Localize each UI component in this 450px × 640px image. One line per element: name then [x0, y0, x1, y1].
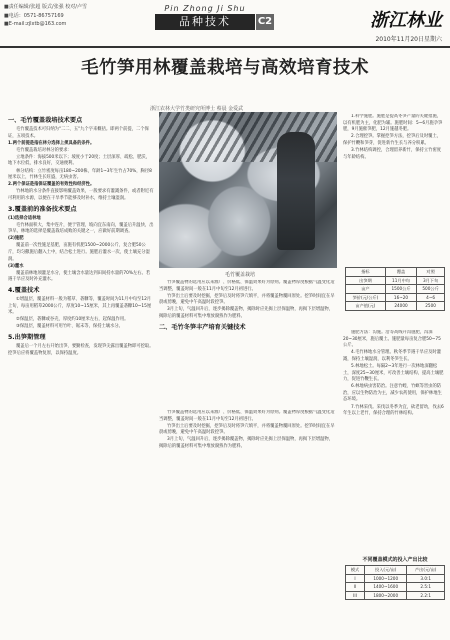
email-line: ■E-mail:zjlxtb@163.com: [4, 21, 67, 27]
page-number: C2: [256, 14, 274, 30]
issue-date: 2010年11月20日星期六: [375, 36, 442, 43]
cost-table: [345, 565, 445, 600]
paragraph: 4.毛竹林地水分管理。秋冬季节遇干旱应及时灌溉，保持土壤湿润，以利冬笋生长。: [343, 350, 442, 362]
paragraph: 6.林地病虫害防治。注意竹蝗、竹螟等害虫的防治，应以生物防治为主，减少农药使用，保护林地生态环境。: [343, 384, 442, 403]
subheading: 1.两个前提是指在林分选择上须具备的条件。: [8, 140, 95, 146]
table-cell: 亩产: [346, 285, 386, 294]
table-cell: 出笋期: [346, 276, 386, 285]
paragraph: 毛竹覆盖技术可归纳为"二二、五"九个字来概括。即两个前提，二个保证，五项技术。: [8, 127, 149, 139]
table-row: [346, 591, 445, 600]
table-cell: 4~6: [417, 293, 445, 302]
photo-person: [277, 132, 315, 250]
paragraph: ①增温层，覆盖材料一般为稻草、砻糠等，覆盖时间为11月中旬至12月上旬，每亩用稻草2000公斤，厚度10~15厘米，其上再覆盖砻糠10~15厘米。: [8, 296, 152, 316]
table-cell: 3月下旬: [417, 276, 445, 285]
table-header-cell: 模式: [346, 566, 365, 575]
table-cell: 11月中旬: [385, 276, 416, 285]
table-cell: 16~20: [385, 293, 416, 302]
paragraph: 2.合理挖笋。掌握挖笋方法，挖笋后及时覆土，保护竹鞭和笋芽，促进新竹生长与养分积累。: [343, 134, 442, 146]
paragraph: 立地条件：海拔500米以下；坡度小于20度；土层深厚、疏松、肥沃，地下水位低，排水良好，交通便利。: [8, 154, 150, 167]
table-row: [346, 302, 445, 311]
paragraph: 竹笋覆盖物的选用应以来源广、价格低、保温效果好为原则。覆盖物厚度根据气温变化适当调整，覆盖时间一般在11月中旬至12月初进行。: [159, 410, 335, 422]
table-cell: 1400~1600: [365, 583, 407, 592]
table-header-cell: 指标: [346, 268, 386, 277]
paragraph: 竹笋出土后要及时挖掘，挖笋后及时将笋穴填平，并将覆盖物覆回原处。挖笋时间宜在早晨或傍晚，避免中午高温时段挖笋。: [159, 293, 335, 306]
article-byline: 浙江农林大学竹类研究所博士 蔡晨 金爱武: [150, 106, 244, 112]
table-row: [346, 293, 445, 302]
paragraph: 毛竹覆盖栽培对林分的要求：: [16, 147, 72, 153]
paragraph: 毛竹林面积大，集中连片，便于管理，坡向宜东南向，覆盖后升温快，出笋早。林地的选择是覆盖栽培成败的关键之一，应做好前期调查。: [8, 222, 154, 235]
editor-line: ■责任编辑/张超 版式/张强 校对/卢雪: [4, 4, 87, 10]
paragraph: 竹笋出土后要及时挖掘，挖笋后及时将笋穴填平，并将覆盖物覆回原处。挖笋时间宜在早晨或傍晚，避免中午高温时段挖笋。: [159, 423, 335, 436]
table-header-cell: 对照: [417, 268, 445, 277]
table-cell: 3.0:1: [407, 574, 445, 583]
paragraph: 覆盖前林地须灌足水分，使土壤含水量达到田间持水量的70%左右。若遇干旱应及时补充灌水。: [8, 270, 151, 283]
section-heading: 4.覆盖技术: [8, 286, 40, 294]
section-heading: 5.出笋期管理: [8, 333, 46, 341]
table-cell: 1500公斤: [385, 285, 416, 294]
subheading: 2.两个保证是指保证覆盖的有效性和经济性。: [8, 182, 95, 188]
table-cell: 1800~2000: [365, 591, 407, 600]
table-cell: 1000~1200: [365, 574, 407, 583]
column-1: [8, 114, 154, 634]
table-cell: 24000: [385, 302, 416, 311]
table-cell: 500公斤: [417, 285, 445, 294]
table-header-cell: 产出(元/亩): [407, 566, 445, 575]
paragraph: 施肥方法：沟施。沿等高线开沟施肥，沟深20~30厘米，施后覆土。施肥量每亩复合肥50~75公斤。: [343, 330, 441, 349]
paragraph: ③保湿层，覆盖材料可用竹叶、锯末等，保持土壤水分。: [16, 324, 123, 330]
column-2: [159, 280, 337, 398]
newspaper-logo: 浙江林业: [370, 10, 442, 31]
subheading: (3)灌水: [8, 263, 24, 269]
table-cell: 2.2:1: [407, 591, 445, 600]
comparison-table: [345, 267, 445, 311]
section-heading: 二、毛竹冬笋丰产培育关键技术: [159, 323, 246, 331]
paragraph: 3月上旬，气温回升后，逐步揭除覆盖物，揭除时应先揭上层保温物，再揭下层增温物，揭除后的覆盖材料可集中堆放腐熟作为肥料。: [159, 437, 334, 449]
table-cell: 亩产值(元): [346, 302, 386, 311]
table-row: [346, 276, 445, 285]
paragraph: 林分结构：立竹密度每亩180~200株，年龄1~3年生竹占70%，胸径8厘米以上，竹林生长旺盛，无病虫害。: [8, 168, 152, 181]
paragraph: ②保温层，砻糠或谷壳，厚度约10厘米左右，起保温作用。: [16, 317, 129, 323]
table-cell: I: [346, 574, 365, 583]
paragraph: 3月上旬，气温回升后，逐步揭除覆盖物，揭除时应先揭上层保温物，再揭下层增温物，揭除后的覆盖材料可集中堆放腐熟作为肥料。: [159, 307, 334, 319]
table-cell: 2.5:1: [407, 583, 445, 592]
column-4: [343, 330, 445, 552]
paragraph: 覆盖前一次性施足基肥，亩施有机肥1500~2000公斤，复合肥50公斤，均匀撒施后翻入土中，结合松土进行。施肥后灌水一次，使土壤充分湿润。: [8, 243, 150, 262]
article-title: 毛竹笋用林覆盖栽培与高效培育技术: [81, 58, 369, 78]
table-row: [346, 583, 445, 592]
column-3: [343, 114, 445, 264]
paragraph: 1.科学施肥。施肥是提高冬笋产量的关键措施，以有机肥为主，化肥为辅。施肥时间：5~6月施孕笋肥，9月施催笋肥，12月施越冬肥。: [343, 114, 443, 133]
column-title: 品种技术: [155, 14, 255, 30]
column-2-continued: [159, 410, 337, 634]
column-pinyin: Pin Zhong Ji Shu: [164, 4, 246, 13]
table-row: [346, 285, 445, 294]
section-heading: 3.覆盖前的准备技术要点: [8, 205, 77, 213]
paragraph: 7.竹林采伐。采伐以冬季为宜，砍老留幼，伐去6年生以上老竹，保持合理的竹林结构。: [343, 404, 444, 417]
table-cell: II: [346, 583, 365, 592]
table-header-cell: 投入(元/亩): [365, 566, 407, 575]
paragraph: 竹笋覆盖物的选用应以来源广、价格低、保温效果好为原则。覆盖物厚度根据气温变化适当调整，覆盖时间一般在11月中旬至12月初进行。: [159, 280, 335, 292]
table-row: [346, 574, 445, 583]
table-cell: III: [346, 591, 365, 600]
bamboo-shoot-photo: [159, 112, 337, 268]
subheading: (2)施肥: [8, 236, 24, 242]
masthead: [0, 0, 450, 48]
table-cell: 笋价(元/公斤): [346, 293, 386, 302]
subheading: (1)选择合适林地: [8, 215, 41, 221]
table-cell: 2500: [417, 302, 445, 311]
table-header-cell: 覆盖: [385, 268, 416, 277]
paragraph: 竹林地的水分条件直接影响覆盖效果，一般要求有灌溉条件，或者附近有可利用的水源，以便在干旱季节能够及时补水，维持土壤湿润。: [8, 189, 154, 201]
phone-line: ■电话：0571-86757169: [4, 12, 64, 19]
paragraph: 3.竹林结构调控，合理留养新竹，保持立竹密度与年龄结构。: [343, 147, 442, 160]
section-heading: 一、毛竹覆盖栽培技术要点: [8, 117, 83, 124]
photo-caption: 毛竹覆盖栽培: [225, 272, 256, 278]
editor-info: [4, 3, 87, 29]
table2-caption: 不同覆盖模式的投入产出比较: [362, 557, 428, 563]
paragraph: 覆盖后一个月左右开始出笋，要勤检查，发现笋尖露出覆盖物即可挖取。挖笋后应将覆盖物复原，以保持温度。: [8, 343, 154, 356]
paragraph: 5.林地松土。每隔2~3年进行一次林地深翻松土，深度25~30厘米，可改善土壤结构，提高土壤肥力，促进竹鞭生长。: [343, 363, 444, 383]
